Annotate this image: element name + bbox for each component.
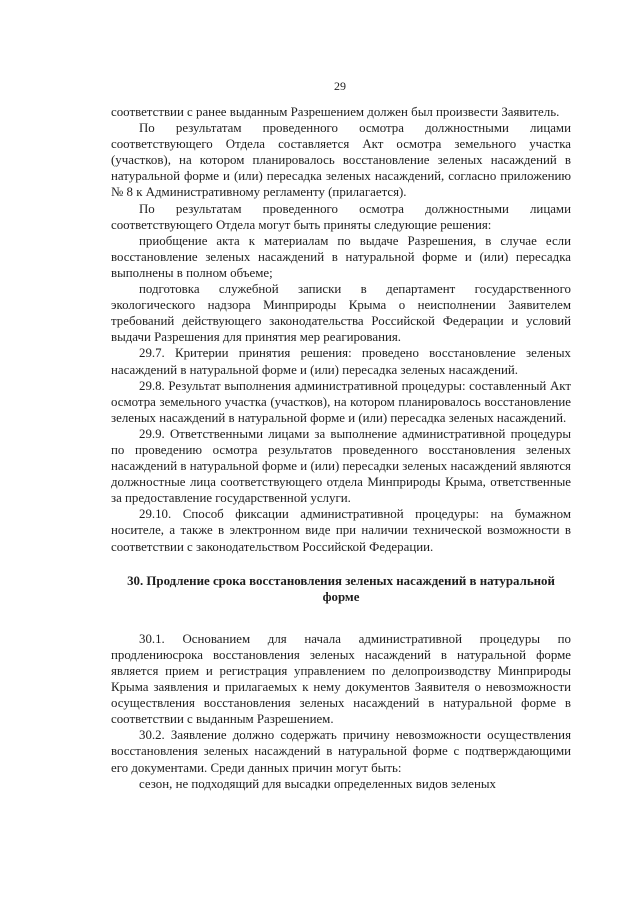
paragraph-29-8: 29.8. Результат выполнения административной процедуры: составленный Акт осмотра земельного участка (участков), на котором планировалось восстановление зеленых насаждений в натуральной форме и (или) пересадка зеленых насаждений. [111, 378, 571, 425]
paragraph-continuation: соответствии с ранее выданным Разрешением должен был произвести Заявитель. [111, 105, 560, 119]
paragraph-30-1: 30.1. Основанием для начала административной процедуры по продлениюсрока восстановления зеленых насаждений в натуральной форме является прием и регистрация управлением по делопроизводству Минприроды Крыма заявления и прилагаемых к нему документов Заявителя о невозможности осуществления восстановления зеленых насаждений в натуральной форме в соответствии с выданным Разрешением. [111, 631, 571, 727]
paragraph-29-9: 29.9. Ответственными лицами за выполнение административной процедуры по проведению осмотра результатов проведенного восстановления зеленых насаждений в натуральной форме и (или) пересадки зеленых насаждений являются должностные лица соответствующего отдела Минприроды Крыма, ответственные за предоставление государственной услуги. [111, 426, 571, 506]
paragraph-inspection-act: По результатам проведенного осмотра должностными лицами соответствующего Отдела составляется Акт осмотра земельного участка (участков), на котором планировалось восстановление зеленых насаждений в натуральной форме и (или) пересадка зеленых насаждений, согласно приложению № 8 к Административному регламенту (прилагается). [111, 121, 571, 200]
paragraph-29-7: 29.7. Критерии принятия решения: проведено восстановление зеленых насаждений в натуральной форме и (или) пересадка зеленых насаждений. [111, 346, 571, 377]
paragraph-30-2: 30.2. Заявление должно содержать причину невозможности осуществления восстановления зеленых насаждений в натуральной форме с подтверждающими его документами. Среди данных причин могут быть: [111, 728, 571, 775]
document-body [111, 104, 571, 792]
paragraph-decision-attach-act: приобщение акта к материалам по выдаче Разрешения, в случае если восстановление зеленых насаждений в натуральной форме и (или) пересадка выполнены в полном объеме; [111, 233, 571, 280]
section-30-heading: 30. Продление срока восстановления зеленых насаждений в натуральной форме [127, 573, 555, 604]
paragraph-season: сезон, не подходящий для высадки определенных видов зеленых [139, 776, 497, 791]
paragraph-decision-memo: подготовка служебной записки в департамент государственного экологического надзора Минприроды Крыма о неисполнении Заявителем требований действующего законодательства Российской Федерации и условий выдачи Разрешения для принятия мер реагирования. [111, 282, 571, 345]
paragraph-29-10: 29.10. Способ фиксации административной процедуры: на бумажном носителе, а также в электронном виде при наличии технической возможности в соответствии с законодательством Российской Федерации. [111, 507, 571, 554]
paragraph-decisions-intro: По результатам проведенного осмотра должностными лицами соответствующего Отдела могут быть приняты следующие решения: [111, 201, 571, 232]
section-gap [111, 605, 571, 631]
page-number: 29 [334, 79, 346, 93]
